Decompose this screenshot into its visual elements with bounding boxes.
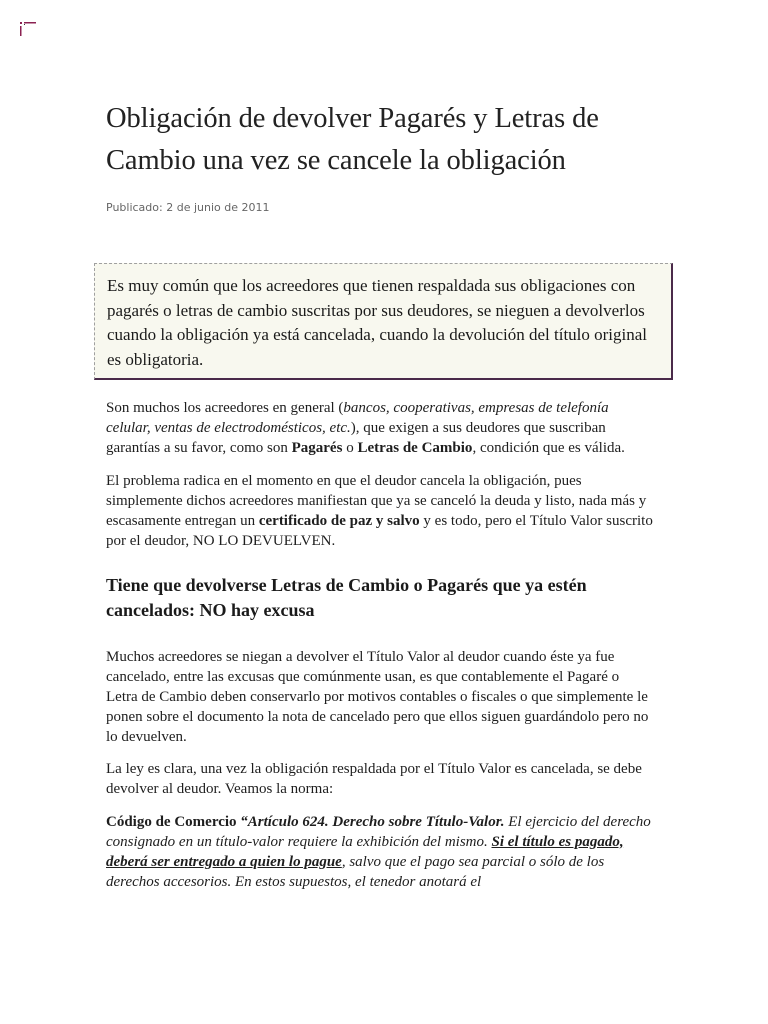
bold-term-letras: Letras de Cambio [357, 440, 473, 456]
law-quote-text: El ejercicio del derecho consignado en un título-valor requiere la exhibición del mismo. [106, 813, 651, 850]
paragraph-text: o [342, 440, 358, 456]
paragraph-text: ), que exigen a sus deudores que suscriban garantías a su favor, como son [106, 420, 606, 456]
law-article-title: “Artículo 624. Derecho sobre Título-Valor. [240, 813, 505, 830]
law-source: Código de Comercio [106, 813, 241, 830]
broken-image-icon [20, 20, 36, 36]
law-key-phrase: Si el título es pagado, deberá ser entregado a quien lo pague [106, 833, 624, 870]
intro-callout: Es muy común que los acreedores que tienen respaldada sus obligaciones con pagarés o letras de cambio suscritas por sus deudores, se nieguen a devolverlos cuando la obligación ya está cancelada, cuando la devolución del título original es obligatoria. [94, 263, 673, 380]
paragraph-4: La ley es clara, una vez la obligación respaldada por el Título Valor es cancelada, se debe devolver al deudor. Veamos la norma: [106, 761, 642, 797]
paragraph-italic-text: bancos, cooperativas, empresas de telefonía celular, ventas de electrodomésticos, etc. [106, 400, 609, 436]
publish-label: Publicado: [106, 201, 163, 214]
paragraph-text: Son muchos los acreedores en general ( [106, 400, 344, 416]
paragraph-5 [106, 812, 654, 892]
publish-meta [106, 201, 666, 214]
section-heading: Tiene que devolverse Letras de Cambio o Pagarés que ya estén cancelados: NO hay excusa [106, 574, 587, 620]
paragraph-text: El problema radica en el momento en que el deudor cancela la obligación, pues simplemente dichos acreedores manifiestan que ya se canceló la deuda y listo, nada más y escasamente entregan un [106, 472, 647, 529]
publish-date: 2 de junio de 2011 [166, 201, 270, 214]
paragraph-3: Muchos acreedores se niegan a devolver el Título Valor al deudor cuando éste ya fue cancelado, entre las excusas que comúnmente usan, es que contablemente el Pagaré o Letra de Cambio deben conservarlo por motivos contables o fiscales o que simplemente le ponen sobre el documento la nota de cancelado pero que ellos siguen guardándolo pero no lo devuelven. [106, 648, 649, 745]
bold-term-paz-y-salvo: certificado de paz y salvo [258, 512, 420, 529]
paragraph-text: y es todo, pero el Título Valor suscrito por el deudor, NO LO DEVUELVEN. [106, 512, 653, 549]
article-body [106, 398, 654, 904]
article-title: Obligación de devolver Pagarés y Letras de Cambio una vez se cancele la obligación [106, 103, 599, 176]
paragraph-text: , condición que es válida. [472, 440, 625, 456]
law-quote-text: , salvo que el pago sea parcial o sólo de los derechos accesorios. En estos supuestos, el tenedor anotará el [106, 853, 605, 890]
bold-term-pagares: Pagarés [291, 440, 343, 456]
paragraph-2 [106, 471, 654, 551]
article-header [106, 98, 666, 214]
paragraph-1 [106, 398, 654, 458]
